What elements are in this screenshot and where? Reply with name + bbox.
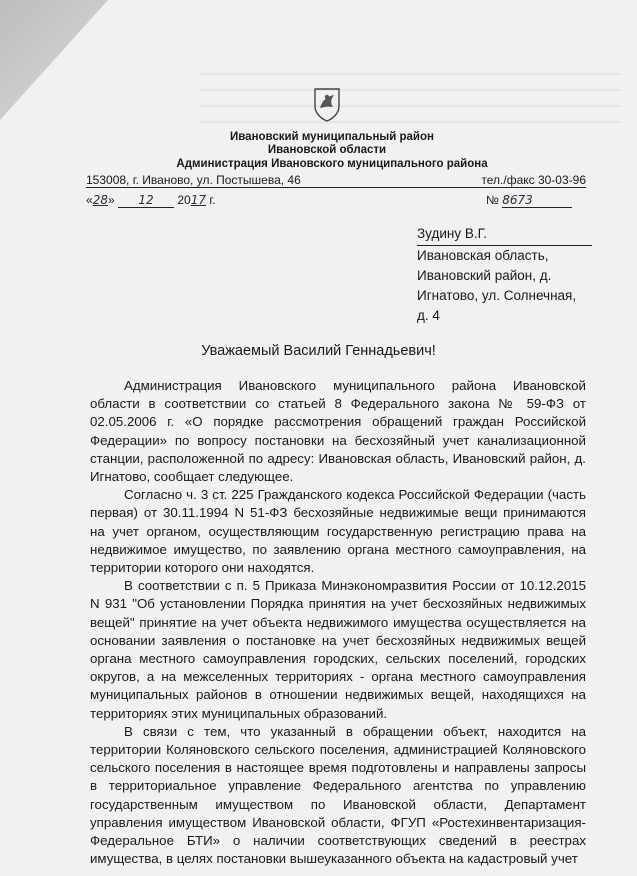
date-year: 17 [190, 193, 206, 207]
date-year-prefix: 20 [177, 193, 191, 207]
recipient-address-line: Ивановская область, [417, 248, 549, 263]
date-suffix: г. [209, 193, 216, 207]
body-paragraph: В связи с тем, что указанный в обращении объект, находится на территории Коляновского сельского поселения, администрацией Коляновского сельского поселения в настоящее время подготовлены и направлены запросы в территориальное управление Федерального агентства по управлению государственным имуществом по Ивановской области, Департамент управления имуществом Ивановской области, ФГУП «Ростехинвентаризация-Федеральное БТИ» о наличии соответствующих сведений в реестрах имущества, в целях постановки вышеуказанного объекта на кадастровый учет [90, 723, 586, 867]
header-divider [86, 187, 586, 188]
recipient-address-line: Игнатово, ул. Солнечная, [417, 288, 577, 303]
recipient-address-line: Ивановский район, д. [417, 268, 552, 283]
org-name-line1: Ивановский муниципальный район [230, 131, 434, 143]
org-name-line2: Ивановской области [267, 144, 387, 156]
date-day: 28 [92, 193, 108, 207]
date-quote-close: » [107, 193, 115, 207]
date-quote-open: « [86, 193, 93, 207]
coat-of-arms-emblem [312, 86, 342, 122]
number-value: 8673 [502, 193, 572, 208]
outgoing-date [86, 193, 216, 208]
letter-body [90, 377, 586, 868]
body-paragraph: Согласно ч. 3 ст. 225 Гражданского кодекса Российской Федерации (часть первая) от 30.11.1994 N 51-ФЗ бесхозяйные недвижимые вещи принимаются на учет органом, осуществляющим государственную регистрацию права на недвижимое имущество, по заявлению органа местного самоуправления, на территории которого они находятся. [90, 487, 586, 576]
salutation: Уважаемый Василий Геннадьевич! [201, 343, 436, 359]
body-paragraph: В соответствии с п. 5 Приказа Минэкономразвития России от 10.12.2015 N 931 "Об установлении Порядка принятия на учет бесхозяйных недвижимых вещей" принятие на учет объекта недвижимого имущества осуществляется на основании заявления о постановке на учет бесхозяйных недвижимых вещей органа местного самоуправления городских, сельских поселений, городских округов, а на межселенных территориях - органа местного самоуправления муниципальных районов в отношении недвижимых вещей, находящихся на территориях этих муниципальных образований. [90, 578, 586, 721]
phone-fax: тел./факс 30-03-96 [481, 173, 586, 187]
recipient-name: Зудину В.Г. [417, 224, 592, 246]
recipient-block [417, 224, 592, 326]
outgoing-number [486, 193, 572, 208]
recipient-address-line: д. 4 [417, 308, 440, 323]
number-label: № [486, 193, 499, 207]
org-name-line3: Администрация Ивановского муниципального района [176, 158, 488, 170]
date-month: 12 [118, 193, 174, 208]
body-paragraph: Администрация Ивановского муниципального района Ивановской области в соответствии со статьей 8 Федерального закона № 59-ФЗ от 02.05.2006 г. «О порядке рассмотрения обращений граждан Российской Федерации» по вопросу постановки на бесхозяйный учет канализационной станции, расположенной по адресу: Ивановская область, Ивановский район, д. Игнатово, сообщает следующее. [90, 378, 586, 485]
show-through-shading [200, 64, 620, 124]
postal-address: 153008, г. Иваново, ул. Постышева, 46 [86, 173, 301, 187]
